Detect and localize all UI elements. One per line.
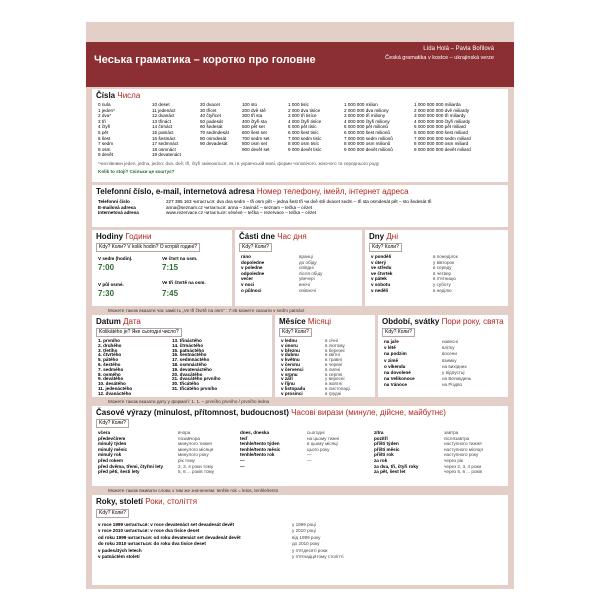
future-cz: zítra pozítří příští týden příští měsíc příští rok za rok za dva, tři, čtyři roky za pět, šest let xyxy=(374,430,419,475)
hours-section xyxy=(92,230,232,306)
past-ua: вчора позавчора минулого тижня минулого місяця минулого року рік тому 2, 3, 4 роки тому 5, 6 ... років тому xyxy=(178,430,215,475)
numbers-col-billions: 1 000 000 000 miliarda 2 000 000 000 dvě miliardy 3 000 000 000 tři miliardy 4 000 000 000 čtyři miliardy 5 000 000 000 pět miliard 6 000 000 000 šest miliard 7 000 000 000 sedm miliard 8 000 000 000 osm miliard 9 000 000 000 devět miliard xyxy=(414,102,471,152)
future-ua: завтра післязавтра наступного тижня наступного місяця наступного року через рік через 2, 3, 4 роки через 5, 6 ... років xyxy=(444,430,483,475)
dates-heading: Datum Дата xyxy=(96,317,141,326)
years-heading: Roky, století Роки, століття xyxy=(96,497,198,506)
dates-section xyxy=(92,315,272,397)
time-715: 7:15 xyxy=(162,263,179,272)
numbers-col-teens: 10 deset 11 jedenáct 12 dvanáct 13 třináct 14 čtrnáct 15 patnáct 16 šestnáct 17 sedmnáct 18 osmnáct 19 devatenáct xyxy=(152,102,181,158)
time-expressions-section xyxy=(92,406,508,486)
days-section xyxy=(365,230,508,306)
present-cz: dnes, dneska teď tenhle/tento týden tenhle/tento měsíc tenhle/tento rok — — xyxy=(240,430,281,469)
years-question: Kdy? Коли? xyxy=(96,509,129,518)
months-in-cz: v lednu v únoru v březnu v dubnu v květnu v červnu v červenci v srpnu v září v říjnu v listopadu v prosinci xyxy=(281,338,306,396)
numbers-col-tens: 20 dvacet 30 třicet 40 čtyřicet 50 padesát 60 šedesát 70 sedmdesát 80 osmdesát 90 devadesát xyxy=(200,102,229,147)
days-ua: в понеділок у вівторок в середу в четвер в п'ятницю у суботу в неділю xyxy=(433,254,458,293)
hours-heading: Hodiny Години xyxy=(96,232,152,241)
numbers-section xyxy=(92,89,508,182)
seasons-cz: na jaře v létě na podzim v zimě o víkendu na dovolené na Velikonoce na Vánoce xyxy=(384,339,415,388)
months-section xyxy=(275,315,375,397)
numbers-col-millions: 1 000 000 milion 2 000 000 dva miliony 3 000 000 tři miliony 4 000 000 čtyři miliony 5 000 000 pět milionů 6 000 000 šest milionů 7 000 000 sedm milionů 8 000 000 osm milionů 9 000 000 devět milionů xyxy=(344,102,393,152)
numbers-footnote: *числівники jeden, jedna, jedno; dva, dvě; tři, čtyři змінюються, як і в українській мові, форми чоловічого, жіночого та середнього роду xyxy=(98,161,380,166)
numbers-col-hundreds: 100 sto 200 dvě stě 300 tři sta 400 čtyři sta 500 pět set 600 šest set 700 sedm set 800 osm set 900 devět set xyxy=(242,102,270,152)
numbers-price-question: Kolik to stojí? Скільки це коштує? xyxy=(98,169,175,174)
years-section xyxy=(92,495,508,585)
days-cz: v pondělí v úterý ve středu ve čtvrtek v pátek v sobotu v neděli xyxy=(371,254,393,293)
cheat-sheet xyxy=(86,22,514,589)
month-note: Можете також вказати дату у форматі: 1. 1. – prvního prvního / prvního ledna xyxy=(108,399,270,404)
seasons-ua: навесні влітку восени взимку на вихідних у відпустці на Великдень на Різдво xyxy=(442,339,472,388)
time-note: Можете також вказати час замість „Ve tři čtvrtě na osm“ : 7:45 можете сказати v sedm patnáct xyxy=(108,308,305,313)
time-745: 7:45 xyxy=(162,289,179,298)
day-parts-section xyxy=(235,230,362,306)
years-ua: у 1999 році у 2010 році від 1999 року до 2010 року у п'ятдесяті роки у п'ятнадцятому столітті xyxy=(292,522,344,560)
dates-col-1: 1. prvního 2. druhého 3. třetího 4. čtvrtého 5. pátého 6. šestého 7. sedmého 8. osmého 9. devátého 10. desátého 11. jedenáctého 12. dvanáctého xyxy=(98,338,133,396)
days-heading: Dny Дні xyxy=(369,232,398,241)
time-label-730: V půl osmé. xyxy=(98,282,124,287)
title-banner xyxy=(86,42,514,87)
days-question: Kdy? Коли? xyxy=(369,243,402,252)
hours-question: Kdy? Коли? V kolik hodin? О котрій годині? xyxy=(96,243,200,252)
present-ua: сьогодні на цьому тижні в цьому місяці цього року — — xyxy=(307,430,340,463)
authors: Lída Holá – Pavla Bořilová xyxy=(423,46,494,52)
day-parts-heading: Části dne Час дня xyxy=(239,232,307,241)
months-in-ua: в січні в лютому в березні в квітні в травні в червні в липні в серпні у вересні в жовтні в листопаді в грудні xyxy=(325,338,350,396)
time-expressions-question: Kdy? Коли? xyxy=(96,419,129,428)
time-expressions-note: Можете також вживати слова з тим же значенням: tenhle rok = letos, tenhle/tento xyxy=(108,488,279,493)
phone-heading: Telefonní číslo, e-mail, internetová adresa Номер телефону, імейл, інтернет адреса xyxy=(96,187,409,196)
years-cz: v roce 1999 читається: v roce devatenáct set devadesát devět v roce 2010 читається: v roce dva tisíce deset od roku 1999 читається: od roku devatenáct set devadesát devět do roku 2010 читається: do roku dva tisíce deset v padesátých letech v patnáctém století xyxy=(98,522,241,560)
seasons-section xyxy=(378,315,508,397)
time-label-700: V sedm (hodin). xyxy=(98,256,133,261)
day-parts-question: Kdy? Коли? xyxy=(239,243,272,252)
seasons-heading: Období, svátky Пори року, свята xyxy=(382,317,504,326)
time-730: 7:30 xyxy=(98,289,115,298)
seasons-question: Kdy? Коли? xyxy=(382,328,415,337)
subtitle: Česká gramatika v kostce – ukrajinská verze xyxy=(385,55,494,61)
months-question: Kdy? Коли? xyxy=(279,328,312,337)
dates-question: Kolikátého je? Яке сьогодні число? xyxy=(96,328,182,337)
past-cz: včera předevčírem minulý týden minulý měsíc minulý rok před rokem před dvěma, třemi, čtyřmi lety před pěti, šesti lety xyxy=(98,430,164,475)
day-parts-cz: ráno dopoledne v poledne odpoledne večer v noci o půlnoci xyxy=(241,254,265,293)
phone-section xyxy=(92,185,508,227)
day-parts-ua: вранці до обіду опівдні після обіду увечері вночі опівночі xyxy=(299,254,323,293)
time-700: 7:00 xyxy=(98,263,115,272)
phone-labels: Telefonní číslo E-mailová adresa Internetová adresa xyxy=(98,199,139,216)
numbers-col-units: 0 nula 1 jeden* 2 dva* 3 tři 4 čtyři 5 pět 6 šest 7 sedm 8 osm 9 devět xyxy=(98,102,115,158)
page-title: Чеська граматика – коротко про головне xyxy=(94,54,316,66)
time-label-745: Ve tři čtvrtě na osm. xyxy=(162,280,206,285)
months-heading: Měsíce Місяці xyxy=(279,317,332,326)
phone-values: 227 385 163 читається: dva dva sedm – tři osm pět – jedna šest tři чи dvě stě dvacet sedm – tři sta osmdesát pět – sto šedesát tři anna@seznam.cz читається: anna – zavináč – seznam – tečka – cézet www.rezervace.cz читається: vévévé – tečka – rezervace – tečka – cézet xyxy=(166,199,432,216)
time-expressions-heading: Časové výrazy (minulost, přítomnost, budoucnost) Часові вирази (минуле, дійсне, майбутнє) xyxy=(96,408,446,417)
dates-col-2: 13. třináctého 14. čtrnáctého 15. patnáctého 16. šestnáctého 17. sedmnáctého 18. osmnáctého 19. devatenáctého 20. dvacátého 21. dvacátého prvního 30. třicátého 31. třicátého prvního xyxy=(172,338,221,391)
numbers-col-thousands: 1 000 tisíc 2 000 dva tisíce 3 000 tři tisíce 4 000 čtyři tisíce 5 000 pět tisíc 6 000 šest tisíc 7 000 sedm tisíc 8 000 osm tisíc 9 000 devět tisíc xyxy=(288,102,322,152)
numbers-heading: Čísla Числа xyxy=(96,91,141,100)
time-label-715: Ve čtvrt na osm. xyxy=(162,256,198,261)
